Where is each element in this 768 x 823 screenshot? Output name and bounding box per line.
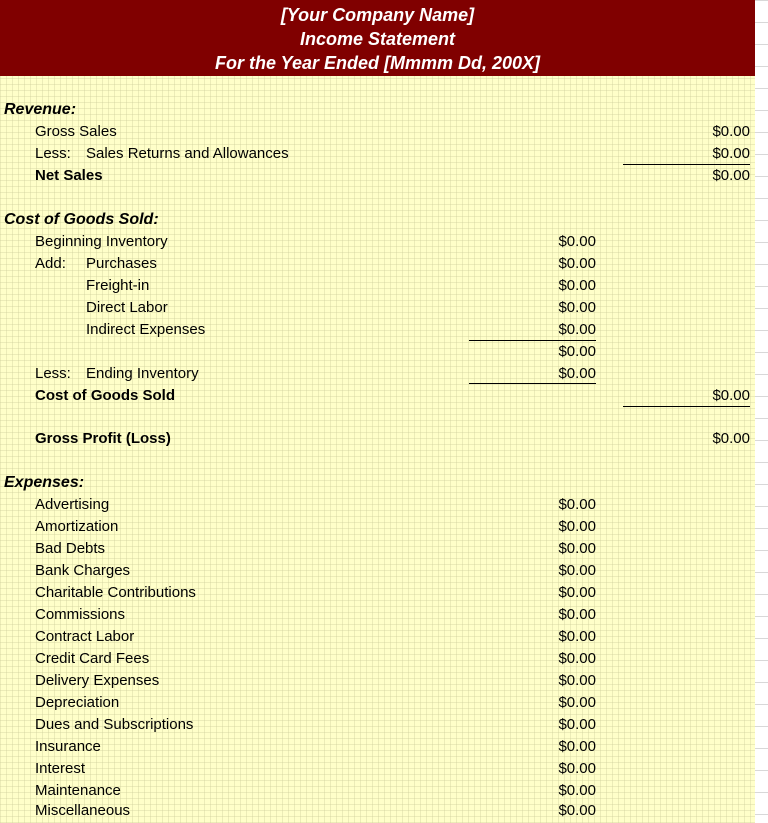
net-sales-label[interactable]: Net Sales (35, 167, 103, 184)
expense-row (0, 582, 755, 604)
expense-label[interactable]: Bank Charges (35, 562, 131, 579)
sales-returns-prefix[interactable]: Less: (35, 145, 71, 162)
expense-label[interactable]: Charitable Contributions (35, 584, 196, 601)
expense-value[interactable]: $0.00 (558, 518, 596, 535)
sales-returns-value[interactable]: $0.00 (712, 145, 750, 162)
cogs-total-underline (623, 406, 750, 407)
indirect-expenses-label[interactable]: Indirect Expenses (86, 321, 206, 338)
statement-header (0, 0, 755, 76)
freight-in-row (0, 275, 755, 297)
gross-profit-row (0, 428, 755, 450)
adjacent-column-strip (755, 0, 768, 823)
statement-title[interactable]: Income Statement (299, 29, 456, 49)
statement-period[interactable]: For the Year Ended [Mmmm Dd, 200X] (214, 53, 541, 73)
indirect-expenses-row (0, 319, 755, 341)
gross-profit-value[interactable]: $0.00 (712, 430, 750, 447)
purchases-label[interactable]: Purchases (86, 255, 157, 272)
expense-row (0, 538, 755, 560)
expense-row (0, 648, 755, 670)
expense-label[interactable]: Contract Labor (35, 628, 135, 645)
direct-labor-row (0, 297, 755, 319)
revenue-heading[interactable]: Revenue: (4, 101, 77, 118)
expense-label[interactable]: Bad Debts (35, 540, 106, 557)
expense-value[interactable]: $0.00 (558, 694, 596, 711)
expense-value[interactable]: $0.00 (558, 782, 596, 799)
add-prefix[interactable]: Add: (35, 255, 66, 272)
cogs-heading-row (0, 209, 755, 231)
expense-value[interactable]: $0.00 (558, 672, 596, 689)
ending-inventory-prefix[interactable]: Less: (35, 365, 71, 382)
expense-label[interactable]: Amortization (35, 518, 119, 535)
ending-inventory-value[interactable]: $0.00 (558, 365, 596, 382)
gross-profit-label[interactable]: Gross Profit (Loss) (35, 430, 171, 447)
expense-label[interactable]: Credit Card Fees (35, 650, 150, 667)
cogs-total-label[interactable]: Cost of Goods Sold (35, 387, 175, 404)
net-sales-value[interactable]: $0.00 (712, 167, 750, 184)
expense-label[interactable]: Miscellaneous (35, 802, 131, 819)
company-name[interactable]: [Your Company Name] (280, 5, 475, 25)
ending-inventory-row (0, 363, 755, 385)
sales-returns-row (0, 143, 755, 165)
expense-value[interactable]: $0.00 (558, 584, 596, 601)
expense-value[interactable]: $0.00 (558, 738, 596, 755)
expense-row (0, 736, 755, 758)
cogs-subtotal-row (0, 341, 755, 363)
expenses-heading-row (0, 472, 755, 494)
purchases-row (0, 253, 755, 275)
purchases-value[interactable]: $0.00 (558, 255, 596, 272)
direct-labor-label[interactable]: Direct Labor (86, 299, 168, 316)
expense-value[interactable]: $0.00 (558, 760, 596, 777)
expense-label[interactable]: Dues and Subscriptions (35, 716, 194, 733)
revenue-heading-row (0, 99, 755, 121)
expense-row (0, 670, 755, 692)
expense-row (0, 714, 755, 736)
expense-label[interactable]: Delivery Expenses (35, 672, 160, 689)
expense-value[interactable]: $0.00 (558, 562, 596, 579)
expense-row (0, 780, 755, 802)
expense-label[interactable]: Commissions (35, 606, 126, 623)
expense-row (0, 800, 755, 822)
ending-inventory-label[interactable]: Ending Inventory (86, 365, 199, 382)
expense-value[interactable]: $0.00 (558, 628, 596, 645)
expense-label[interactable]: Depreciation (35, 694, 120, 711)
expense-row (0, 494, 755, 516)
gross-sales-row (0, 121, 755, 143)
expense-row (0, 516, 755, 538)
gross-sales-label[interactable]: Gross Sales (35, 123, 117, 140)
expense-value[interactable]: $0.00 (558, 650, 596, 667)
expense-row (0, 692, 755, 714)
freight-in-label[interactable]: Freight-in (86, 277, 150, 294)
beginning-inventory-row (0, 231, 755, 253)
freight-in-value[interactable]: $0.00 (558, 277, 596, 294)
direct-labor-value[interactable]: $0.00 (558, 299, 596, 316)
beginning-inventory-value[interactable]: $0.00 (558, 233, 596, 250)
beginning-inventory-label[interactable]: Beginning Inventory (35, 233, 168, 250)
expense-value[interactable]: $0.00 (558, 496, 596, 513)
expense-row (0, 626, 755, 648)
expense-label[interactable]: Advertising (35, 496, 110, 513)
cogs-subtotal-value[interactable]: $0.00 (558, 343, 596, 360)
cogs-heading[interactable]: Cost of Goods Sold: (4, 211, 159, 228)
expense-row (0, 604, 755, 626)
gross-sales-value[interactable]: $0.00 (712, 123, 750, 140)
indirect-expenses-value[interactable]: $0.00 (558, 321, 596, 338)
expense-label[interactable]: Interest (35, 760, 86, 777)
expense-value[interactable]: $0.00 (558, 802, 596, 819)
expense-row (0, 560, 755, 582)
sales-returns-label[interactable]: Sales Returns and Allowances (86, 145, 289, 162)
cogs-total-value[interactable]: $0.00 (712, 387, 750, 404)
cogs-total-row (0, 385, 755, 407)
expense-value[interactable]: $0.00 (558, 540, 596, 557)
expense-label[interactable]: Maintenance (35, 782, 121, 799)
ending-inventory-underline (469, 383, 596, 384)
expense-label[interactable]: Insurance (35, 738, 101, 755)
expense-value[interactable]: $0.00 (558, 716, 596, 733)
expense-row (0, 758, 755, 780)
expenses-heading[interactable]: Expenses: (4, 474, 85, 491)
net-sales-row (0, 165, 755, 187)
expense-value[interactable]: $0.00 (558, 606, 596, 623)
